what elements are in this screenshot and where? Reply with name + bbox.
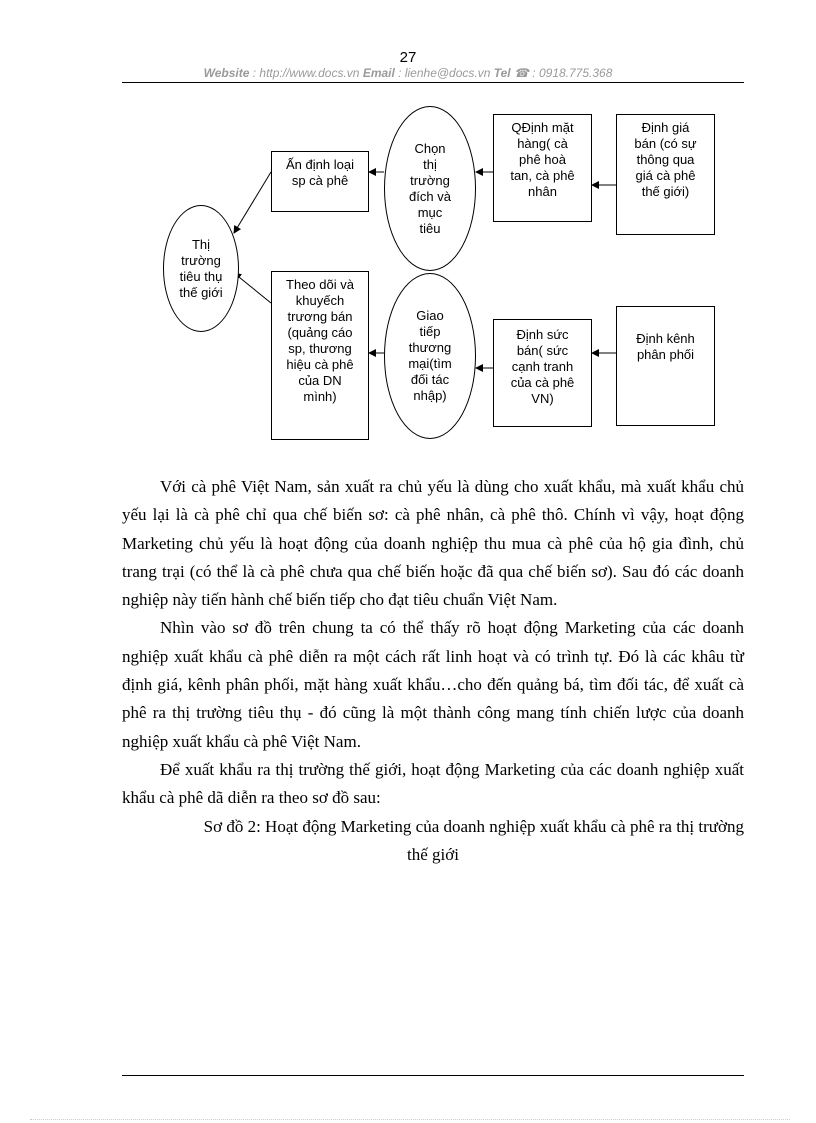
- arrow-product-to-world: [234, 172, 271, 233]
- decide-items-label: QĐịnh mặt hàng( cà phê hoà tan, cà phê nhân: [510, 120, 575, 199]
- website-value[interactable]: : http://www.docs.vn: [252, 66, 360, 80]
- caption-line-1: Sơ đồ 2: Hoạt động Marketing của doanh nghiệp xuất khẩu cà phê ra thị trường: [203, 816, 744, 836]
- email-label: Email: [362, 66, 395, 80]
- website-label: Website: [203, 66, 250, 80]
- product-type-label: Ấn định loại sp cà phê: [286, 157, 354, 188]
- page-edge: [30, 1119, 790, 1120]
- choose-market-ellipse: [384, 106, 476, 271]
- world-market-ellipse: [163, 205, 239, 332]
- channel-label: Định kênh phân phối: [636, 331, 695, 362]
- tel-value: : 0918.775.368: [532, 66, 613, 80]
- set-price-label: Định giá bán (có sự thông qua giá cà phê thế giới): [634, 120, 697, 199]
- world-market-label: Thị trường tiêu thụ thế giới: [179, 236, 223, 300]
- trade-label: Giao tiếp thương mại(tìm đối tác nhập): [408, 308, 452, 403]
- trade-ellipse: [384, 273, 476, 439]
- footer-rule: [122, 1075, 744, 1076]
- page-number: 27: [399, 49, 417, 66]
- paragraph-3: Để xuất khẩu ra thị trường thế giới, hoạt động Marketing của các doanh nghiệp xuất khẩu cà phê dã diễn ra theo sơ đồ sau:: [122, 759, 744, 808]
- sales-power-box: [493, 319, 592, 427]
- track-promo-box: [271, 271, 369, 440]
- choose-market-label: Chọn thị trường đích và mục tiêu: [409, 140, 451, 236]
- paragraph-2: Nhìn vào sơ đồ trên chung ta có thể thấy rõ hoạt động Marketing của các doanh nghiệp xuất khẩu cà phê diễn ra một cách rất linh hoạt và có trình tự. Đó là các khâu từ định giá, kênh phân phối, mặt hàng xuất khẩu…cho đến quảng bá, tìm đối tác, để xuất cà phê ra thị trường tiêu thụ - đó cũng là một thành công mang tính chiến lược của doanh nghiệp xuất khẩu cà phê Việt Nam.: [122, 618, 744, 751]
- set-price-box: [616, 114, 715, 235]
- tel-label: Tel: [493, 66, 511, 80]
- sales-power-label: Định sức bán( sức cạnh tranh của cà phê VN): [510, 327, 575, 406]
- paragraph-1: Với cà phê Việt Nam, sản xuất ra chủ yếu là dùng cho xuất khẩu, mà xuất khẩu chủ yếu lại là cà phê chỉ qua chế biến sơ: cà phê nhân, cà phê thô. Chính vì vậy, hoạt động Marketing chủ yếu là hoạt động của doanh nghiệp thu mua cà phê của hộ gia đình, chủ trang trại (có thể là cà phê chưa qua chế biến hoặc đã qua chế biến sơ). Sau đó các doanh nghiệp này tiến hành chế biến tiếp cho đạt tiêu chuẩn Việt Nam.: [122, 477, 744, 610]
- email-value[interactable]: : lienhe@docs.vn: [398, 66, 491, 80]
- track-promo-label: Theo dõi và khuyếch trương bán (quảng cáo sp, thương hiệu cà phê của DN mình): [286, 277, 354, 404]
- body-text: [122, 473, 744, 869]
- phone-icon: ☎: [514, 66, 529, 80]
- caption-line-2: thế giới: [407, 844, 459, 864]
- channel-box: [616, 306, 715, 426]
- product-type-box: [271, 151, 369, 212]
- decide-items-box: [493, 114, 592, 222]
- arrow-promo-to-world: [234, 273, 271, 303]
